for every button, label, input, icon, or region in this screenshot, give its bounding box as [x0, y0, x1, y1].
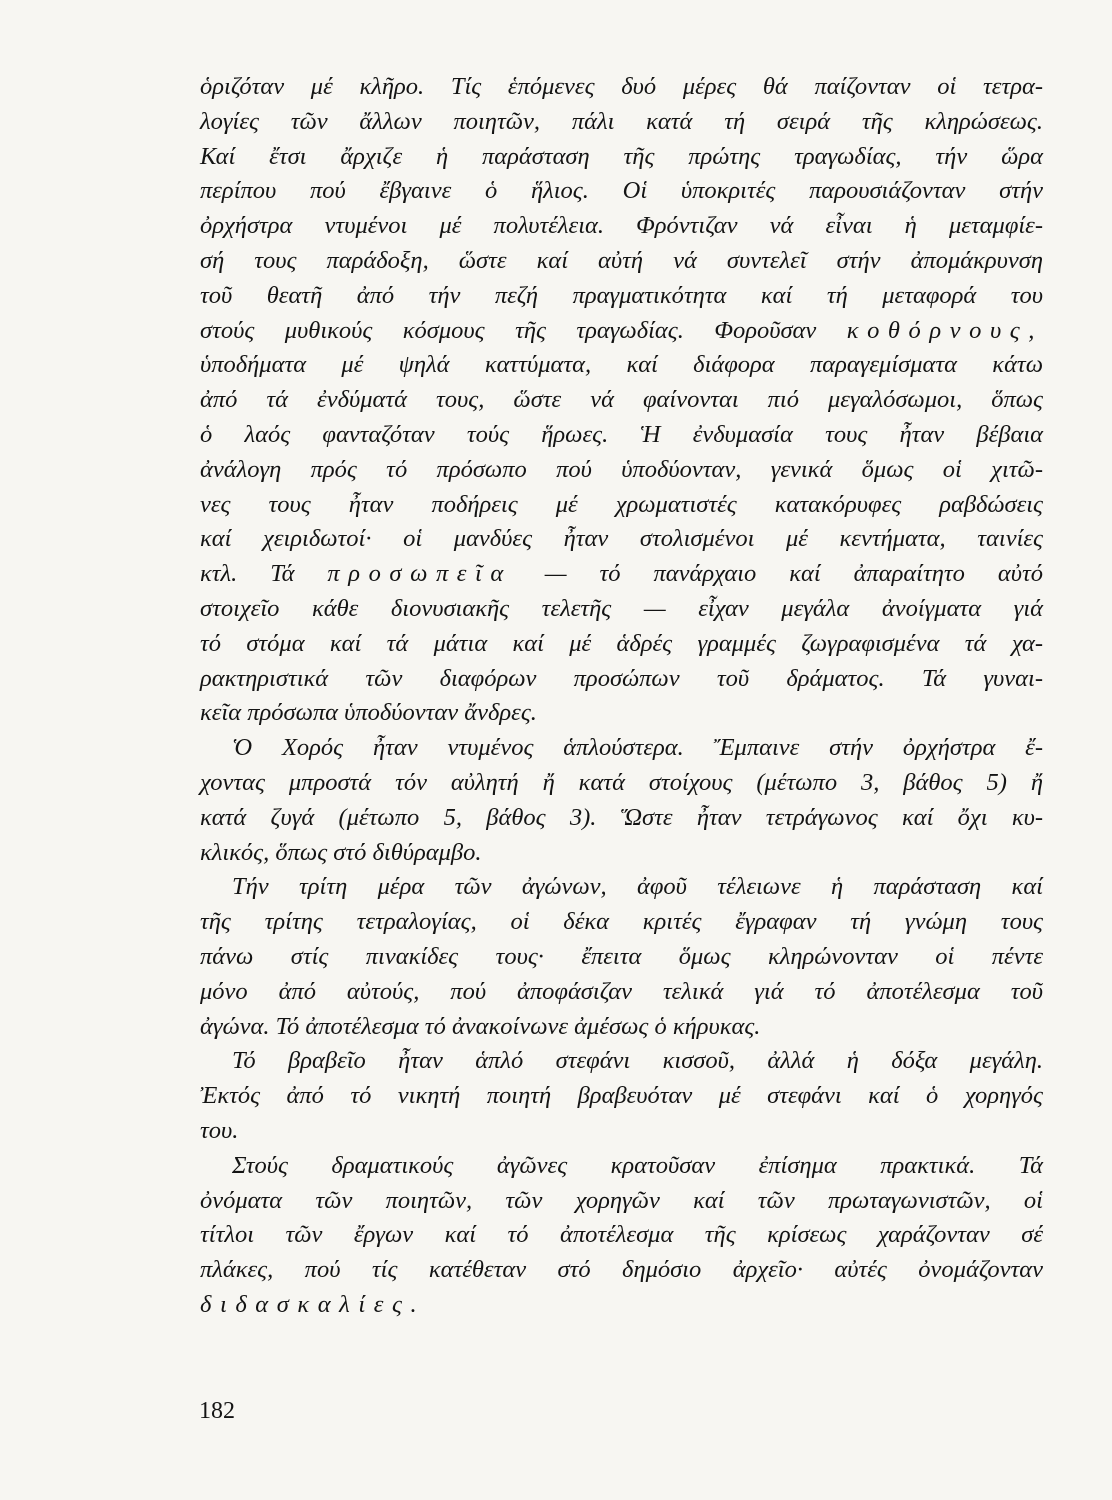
text-line: [200, 836, 1043, 871]
line-text: ἀγώνα. Τό ἀποτέλεσμα τό ἀνακοίνωνε ἀμέσως ὁ κήρυκας.: [200, 1012, 761, 1040]
text-line: [200, 244, 1043, 279]
text-line: [200, 522, 1043, 557]
text-line: [200, 975, 1043, 1010]
line-text: Ὁ Χορός ἦταν ντυμένος ἁπλούστερα. Ἔμπαινε στήν ὀρχήστρα ἔ-: [232, 734, 1043, 762]
line-text-after: — τό πανάρχαιο καί ἀπαραίτητο αὐτό: [511, 560, 1043, 588]
line-text: στούς μυθικούς κόσμους τῆς τραγωδίας. Φοροῦσαν: [200, 316, 847, 344]
line-text: ὀρχήστρα ντυμένοι μέ πολυτέλεια. Φρόντιζαν νά εἶναι ἡ μεταμφίε-: [200, 212, 1043, 240]
text-line: [200, 870, 1043, 905]
line-text: χοντας μπροστά τόν αὐλητή ἤ κατά στοίχους (μέτωπο 3, βάθος 5) ἤ: [200, 768, 1043, 796]
text-line: [200, 1044, 1043, 1079]
line-text: Καί ἔτσι ἄρχιζε ἡ παράσταση τῆς πρώτης τραγωδίας, τήν ὥρα: [200, 142, 1043, 170]
text-line: [200, 105, 1043, 140]
text-line: [200, 1114, 1043, 1149]
text-line: [200, 1288, 1043, 1323]
text-line: [200, 627, 1043, 662]
text-line: [200, 174, 1043, 209]
text-line: [200, 383, 1043, 418]
text-line: [200, 279, 1043, 314]
text-line: [200, 1010, 1043, 1045]
text-line: [200, 1079, 1043, 1114]
text-line: [200, 1149, 1043, 1184]
line-text: πλάκες, πού τίς κατέθεταν στό δημόσιο ἀρχεῖο· αὐτές ὀνομάζονταν: [200, 1256, 1043, 1284]
line-text: σή τους παράδοξη, ὥστε καί αὐτή νά συντελεῖ στήν ἀπομάκρυνση: [200, 246, 1043, 274]
text-line: [200, 488, 1043, 523]
text-line: [200, 557, 1043, 592]
page-number: 182: [199, 1398, 235, 1424]
text-line: [200, 453, 1043, 488]
line-text: λογίες τῶν ἄλλων ποιητῶν, πάλι κατά τή σειρά τῆς κληρώσεως.: [200, 107, 1043, 135]
text-line: [200, 801, 1043, 836]
body-text: [200, 70, 1043, 1323]
spaced-term: διδασκαλίες.: [200, 1290, 426, 1318]
line-text: ἀπό τά ἐνδύματά τους, ὥστε νά φαίνονται πιό μεγαλόσωμοι, ὅπως: [200, 386, 1043, 414]
text-line: [200, 731, 1043, 766]
text-line: [200, 696, 1043, 731]
line-text: του.: [200, 1116, 239, 1144]
line-text: ὁριζόταν μέ κλῆρο. Τίς ἑπόμενες δυό μέρες θά παίζονταν οἱ τετρα-: [200, 73, 1043, 100]
line-text: στοιχεῖο κάθε διονυσιακῆς τελετῆς — εἶχαν μεγάλα ἀνοίγματα γιά: [200, 594, 1043, 622]
text-line: [200, 592, 1043, 627]
text-line: [200, 940, 1043, 975]
line-text: ἀνάλογη πρός τό πρόσωπο πού ὑποδύονταν, γενικά ὅμως οἱ χιτῶ-: [200, 455, 1043, 483]
spaced-term: κοθόρνους,: [846, 316, 1043, 344]
text-line: [200, 1184, 1043, 1219]
text-line: [200, 1253, 1043, 1288]
text-line: [200, 1218, 1043, 1253]
line-text: πάνω στίς πινακίδες τους· ἔπειτα ὅμως κληρώνονταν οἱ πέντε: [200, 942, 1043, 970]
text-line: [200, 662, 1043, 697]
line-text: μόνο ἀπό αὐτούς, πού ἀποφάσιζαν τελικά γιά τό ἀποτέλεσμα τοῦ: [200, 977, 1043, 1005]
line-text: κατά ζυγά (μέτωπο 5, βάθος 3). Ὥστε ἦταν τετράγωνος καί ὄχι κυ-: [200, 803, 1043, 831]
line-text: ὑποδήματα μέ ψηλά καττύματα, καί διάφορα παραγεμίσματα κάτω: [200, 351, 1043, 379]
text-line: [200, 348, 1043, 383]
text-line: [200, 905, 1043, 940]
line-text: Τήν τρίτη μέρα τῶν ἀγώνων, ἀφοῦ τέλειωνε ἡ παράσταση καί: [232, 873, 1043, 901]
spaced-term: προσωπεῖα: [327, 560, 512, 588]
line-text: τοῦ θεατῆ ἀπό τήν πεζή πραγματικότητα καί τή μεταφορά του: [200, 281, 1043, 309]
text-line: [200, 766, 1043, 801]
line-text: Τό βραβεῖο ἦταν ἁπλό στεφάνι κισσοῦ, ἀλλά ἡ δόξα μεγάλη.: [232, 1047, 1043, 1075]
text-line: [200, 140, 1043, 175]
text-line: [200, 314, 1043, 349]
line-text: κεῖα πρόσωπα ὑποδύονταν ἄνδρες.: [200, 699, 537, 727]
line-text: τῆς τρίτης τετραλογίας, οἱ δέκα κριτές ἔγραφαν τή γνώμη τους: [200, 908, 1043, 936]
line-text: ὀνόματα τῶν ποιητῶν, τῶν χορηγῶν καί τῶν πρωταγωνιστῶν, οἱ: [200, 1186, 1043, 1214]
line-text: Στούς δραματικούς ἀγῶνες κρατοῦσαν ἐπίσημα πρακτικά. Τά: [232, 1151, 1043, 1179]
line-text: τό στόμα καί τά μάτια καί μέ ἁδρές γραμμές ζωγραφισμένα τά χα-: [200, 629, 1043, 657]
line-text: κτλ. Τά: [200, 560, 328, 588]
line-text: καί χειριδωτοί· οἱ μανδύες ἦταν στολισμένοι μέ κεντήματα, ταινίες: [200, 525, 1043, 553]
text-line: [200, 70, 1043, 105]
line-text: κλικός, ὅπως στό διθύραμβο.: [200, 838, 482, 866]
line-text: ὁ λαός φανταζόταν τούς ἥρωες. Ἡ ἐνδυμασία τους ἦταν βέβαια: [200, 420, 1043, 448]
line-text: περίπου πού ἔβγαινε ὁ ἥλιος. Οἱ ὑποκριτές παρουσιάζονταν στήν: [200, 177, 1043, 205]
line-text: νες τους ἦταν ποδήρεις μέ χρωματιστές κατακόρυφες ραβδώσεις: [200, 490, 1043, 518]
line-text: τίτλοι τῶν ἔργων καί τό ἀποτέλεσμα τῆς κρίσεως χαράζονταν σέ: [200, 1221, 1043, 1249]
text-line: [200, 209, 1043, 244]
text-line: [200, 418, 1043, 453]
line-text: ρακτηριστικά τῶν διαφόρων προσώπων τοῦ δράματος. Τά γυναι-: [200, 664, 1043, 692]
line-text: Ἐκτός ἀπό τό νικητή ποιητή βραβευόταν μέ στεφάνι καί ὁ χορηγός: [200, 1082, 1043, 1110]
